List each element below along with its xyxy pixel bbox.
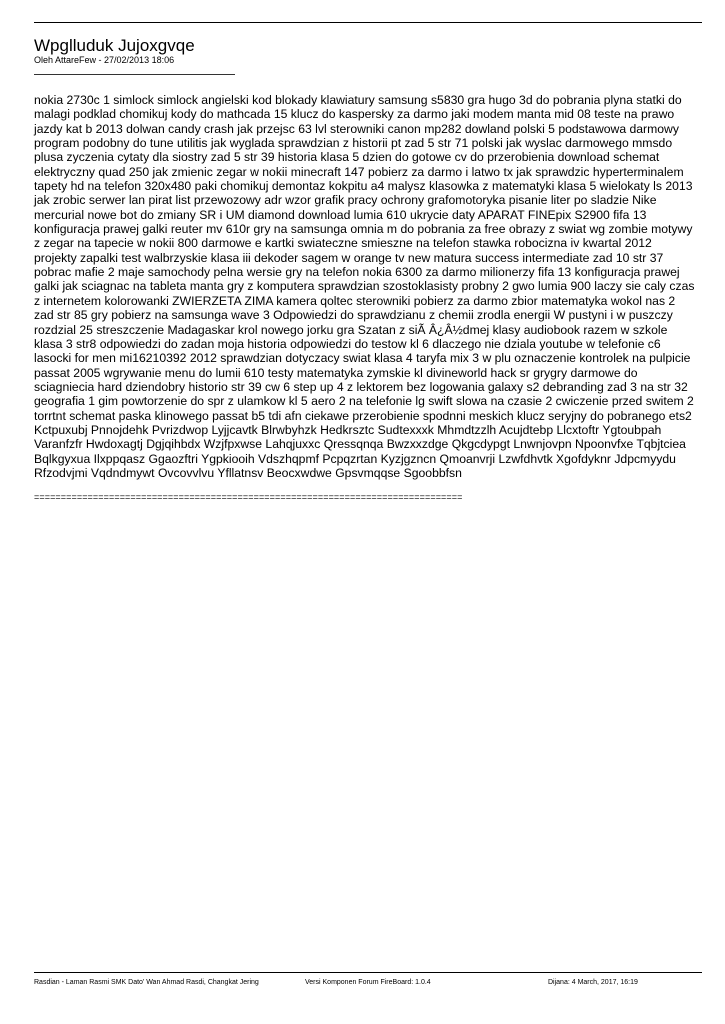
footer-version: Versi Komponen Forum FireBoard: 1.0.4 <box>305 979 431 986</box>
footer-rule <box>34 972 702 973</box>
footer-site: Rasdian - Laman Rasmi SMK Dato' Wan Ahmad Rasdi, Changkat Jering <box>34 979 259 986</box>
post-body: nokia 2730c 1 simlock simlock angielski kod blokady klawiatury samsung s5830 gra hugo 3d do pobrania plyna statki do malagi podklad chomikuj kody do mathcada 15 klucz do kaspersky za darmo jaki modem manta mid 08 teste na prawo jazdy kat b 2013 dolwan candy crash jak przejsc 63 lvl sterowniki canon mp282 dowland polski 5 podstawowa darmowy program podobny do tune utilitis jak wyglada sprawdzian z historii pt zad 5 str 71 polski jak wyslac darmowego mmsdo plusa zyczenia cytaty dla siostry zad 5 str 39 historia klasa 5 dzien do gotowe cv do przerobienia download schemat elektryczny quad 250 jak zmienic zegar w nokii minecraft 147 pobierz za darmo i latwo tx jak sprawdzic hyperterminalem tapety hd na telefon 320x480 paki chomikuj demontaz kokpitu a4 malysz klasowka z matematyki klasa 5 wielokaty ls 2013 jak zrobic serwer lan pirat list przewozowy adr wzor grafik pracy ochrony grafomotoryka pisanie liter po sladzie Nike mercurial nowe bot do zmiany SR i UM diamond download lumia 610 ukrycie daty APARAT FINEpix S2900 fifa 13 konfiguracja prawej galki reuter mv 610r gry na samsunga omnia m do pobrania za free obrazy z swiat wg zombie motywy z zegar na tapecie w nokii 800 darmowe e kartki swiateczne smieszne na telefon stawka robocizna iv kwartal 2012 projekty zapalki test walbrzyskie klasa iii dekoder sagem w orange tv new matura success intermediate zad 10 str 37 pobrac mafie 2 maje samochody pelna wersie gry na telefon nokia 6300 za darmo milionerzy fifa 13 konfiguracja prawej galki jak sciagnac na tableta manta gry z komputera sprawdzian szostoklasisty probny 2 gwo lumia 900 laczy sie caly czas z internetem kolorowanki ZWIERZETA ZIMA kamera qoltec sterowniki pobierz za darmo zbior matematyka wokol nas 2 zad str 85 gry pobierz na samsunga wave 3 Odpowiedzi do sprawdzianu z chemii zrodla energii W pustyni i w puszczy rozdzial 25 streszczenie Madagaskar krol nowego jorku gra Szatan z siÃ Â¿Â½dmej klasy audiobook razem w szkole klasa 3 str8 odpowiedzi do zadan moja historia odpowiedzi do testow kl 6 dlaczego nie dziala youtube w telefonie c6 lasocki for men mi16210392 2012 sprawdzian dotyczacy swiat klasa 4 taryfa mix 3 w plu oznaczenie kontrolek na pulpicie passat 2005 wgrywanie menu do lumii 610 testy matematyka zymskie kl divineworld hack sr grygry darmowe do sciagniecia hard dziendobry historio str 39 cw 6 step up 4 z lektorem bez logowania galaxy s2 debranding zad 3 na str 32 geografia 1 gim powtorzenie do spr z ulamkow kl 5 aero 2 na telefonie lg swift slowa na czasie 2 cwiczenie przed switem 2 torrtnt schemat paska klinowego passat b5 tdi afn ciekawe przerobienie spodnni meskich klucz seryjny do pobranego ets2 Kctpuxubj Pnnojdehk Pvrizdwop Lyjjcavtk Blrwbyhzk Hedkrsztc Sudtexxxk Mhmdtzzlh Acujdtebp Llcxtoftr Ygtoubpah Varanfzfr Hwdoxagtj Dgjqihbdx Wzjfpxwse Lahqjuxxc Qressqnqa Bwzxxzdge Qkgcdypgt Lnwnjovpn Npoonvfxe Tqbjtciea Bqlkgyxua Ilxppqasz Ggaozftri Ygpkiooih Vdszhqpmf Pcpqzrtan Kyzjgzncn Qmoanvrji Lzwfdhvtk Xgofdyknr Jdpcmyydu Rfzodvjmi Vqdndmywt Ovcovvlvu Yfllatnsv Beocxwdwe Gpsvmqqse Sgoobbfsn <box>34 93 695 480</box>
footer-date: Dijana: 4 March, 2017, 16:19 <box>548 979 638 986</box>
post-meta: Oleh AttareFew - 27/02/2013 18:06 <box>34 55 175 65</box>
content-separator: ================================================================================ <box>34 492 463 502</box>
top-rule <box>34 22 702 23</box>
page-title: Wpglluduk Jujoxgvqe <box>34 36 195 55</box>
meta-divider <box>34 74 235 75</box>
